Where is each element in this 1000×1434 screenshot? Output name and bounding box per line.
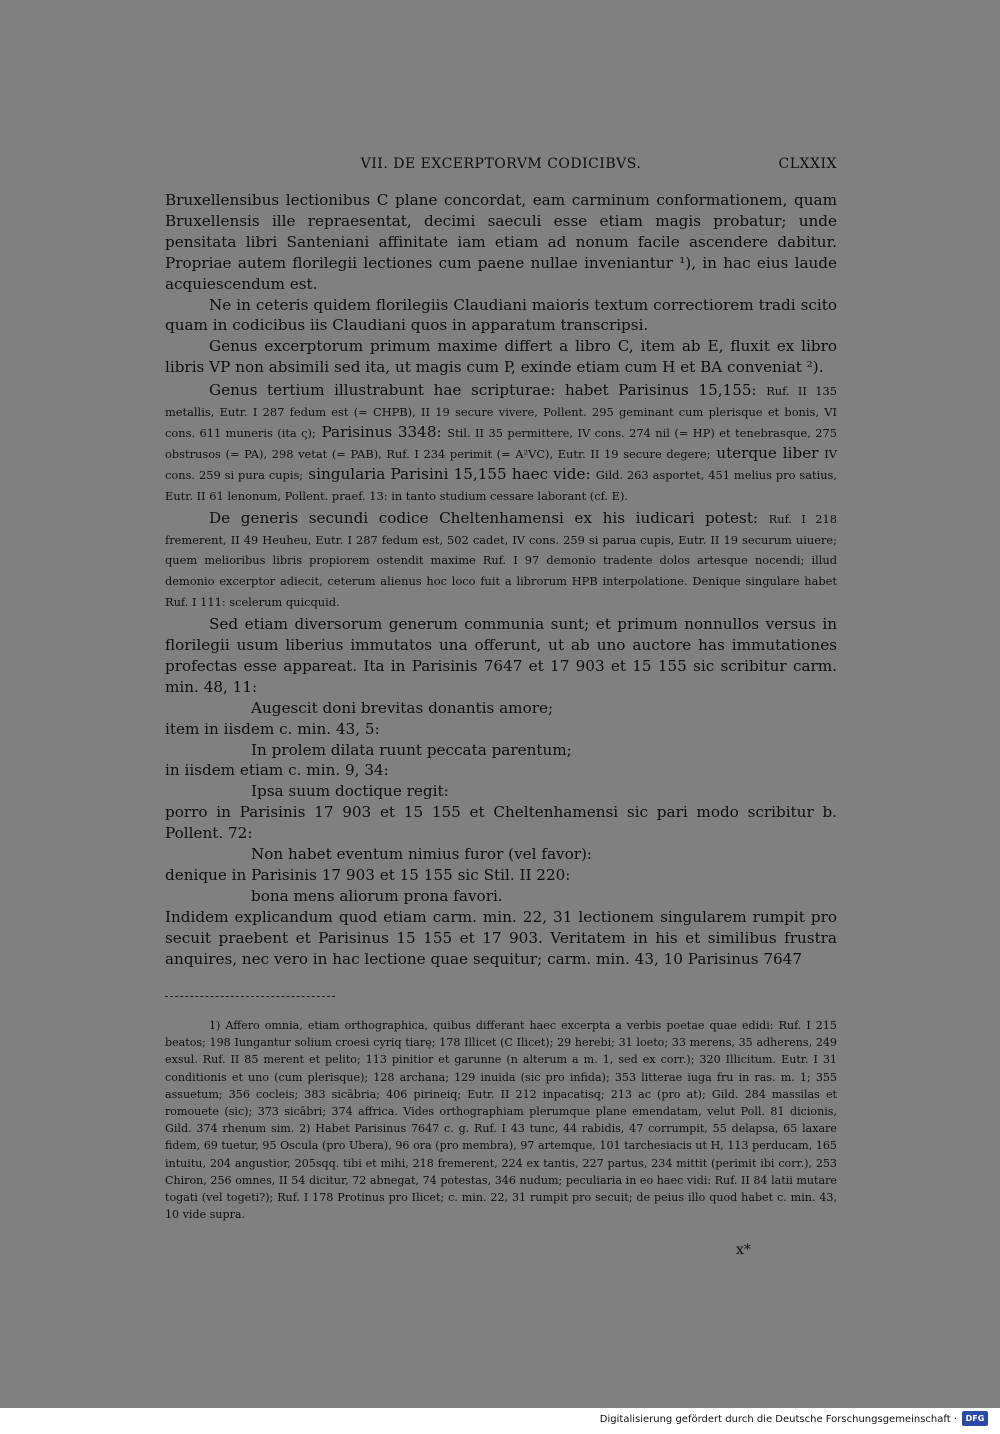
paragraph xyxy=(165,508,837,613)
page-number: CLXXIX xyxy=(778,156,837,172)
verse-quote: Augescit doni brevitas donantis amore; xyxy=(251,698,554,717)
verse-quote: Non habet eventum nimius furor (vel favor): xyxy=(251,845,593,864)
paragraph: Ne in ceteris quidem florilegiis Claudiani maioris textum correctiorem tradi scito quam in codicibus iis Claudiani quos in apparatum transcripsi. xyxy=(165,295,837,335)
verse-quote: In prolem dilata ruunt peccata parentum; xyxy=(251,740,572,759)
text-line: item in iisdem c. min. 43, 5: xyxy=(165,719,380,738)
paragraph-intro: De generis secundi codice Cheltenhamensi ex his iudicari potest: xyxy=(209,508,759,527)
running-header xyxy=(165,156,837,178)
text-line: denique in Parisinis 17 903 et 15 155 sic Stil. II 220: xyxy=(165,866,571,884)
variant-list: Ruf. I 218 fremerent, II 49 Heuheu, Eutr. I 287 fedum est, 502 cadet, IV cons. 259 si parua cupis, Eutr. II 19 securum uiuere; quem melioribus libris propiorem ostendit maxime Ruf. I 97 demonio tradente dolos artesque nocendi; illud demonio excerptor adiecit, ceterum alienus hoc loco fuit a librorum HPB interpolatione. Denique singulare habet Ruf. I 111: scelerum quicquid. xyxy=(165,511,838,610)
variant-list: Stil. II 35 permittere, IV cons. 274 nil (= HP) et tenebrasque, 275 obstrusos (= PA), 298 vetat (= PAB), Ruf. I 234 perimit (= A²VC), Eutr. II 19 secure degere; xyxy=(165,425,837,461)
signature-mark: x* xyxy=(736,1242,751,1258)
dfg-logo-icon: DFG xyxy=(962,1411,988,1426)
funding-credit: Digitalisierung gefördert durch die Deutsche Forschungsgemeinschaft · xyxy=(599,1414,957,1425)
footnotes xyxy=(165,1017,837,1223)
main-text xyxy=(165,190,837,970)
text-line: porro in Parisinis 17 903 et 15 155 et Cheltenhamensi sic pari modo scribitur b. Pollent. 72: xyxy=(165,803,837,843)
manuscript-name: Parisinus 3348: xyxy=(321,422,442,441)
text-line: Indidem explicandum quod etiam carm. min. 22, 31 lectionem singularem rumpit pro secuit praebent et Parisinus 15 155 et 17 903. Veritatem in his et similibus frustra anquires, nec vero in hac lectione quae sequitur; carm. min. 43, 10 Parisinus 7647 xyxy=(165,907,837,968)
paragraph-intro: Genus tertium illustrabunt hae scripturae: habet Parisinus 15,155: xyxy=(209,381,757,400)
chapter-title: VII. DE EXCERPTORVM CODICIBVS. xyxy=(360,156,642,172)
text-segment: singularia Parisini 15,155 haec vide: xyxy=(308,464,591,483)
paragraph: Sed etiam diversorum generum communia sunt; et primum nonnullos versus in florilegii usum liberius immutatos una offerunt, ut ab uno auctore has immutationes profectas esse appareat. Ita in Parisinis 7647 et 17 903 et 15 155 sic scribitur carm. min. 48, 11: xyxy=(165,615,837,696)
text-segment: uterque liber xyxy=(716,443,819,462)
verse-quote: Ipsa suum doctique regit: xyxy=(251,782,449,801)
footnote-text: 1) Affero omnia, etiam orthographica, quibus differant haec excerpta a verbis poetae quae edidi: Ruf. I 215 beatos; 198 Iungantur solium croesi cyriq tiarę; 178 Illicet (C Ilicet); 29 herebi; 31 loeto; 33 merens, 35 adherens, 249 exsul. Ruf. II 85 merent et pelito; 113 pinitior et garunne (n alterum a m. 1, sed ex corr.); 320 Illicitum. Eutr. I 31 conditionis et uno (cum plerisque); 128 archana; 129 inuida (sic pro infida); 353 litterae iuga fru in ras. m. 1; 355 assuetum; 356 cocleis; 383 sicābria; 406 pirineiq; Eutr. II 212 inpacatisq; 213 ac (pro at); Gild. 284 massilas et romouete (sic); 373 sicābri; 374 affrica. Vides orthographiam plerumque plane emendatam, velut Poll. 81 dicionis, Gild. 374 rhenum sim. 2) Habet Parisinus 7647 c. g. Ruf. I 43 tunc, 44 rabidis, 47 corrumpit, 55 delapsa, 65 laxare fidem, 69 tuetur, 95 Oscula (pro Ubera), 96 ora (pro membra), 97 artemque, 101 tarchesiacis ut H, 113 perducam, 165 intuitu, 204 angustior, 205sqq. tibi et mihi, 218 fremerent, 224 ex tantis, 227 partus, 234 mittit (perimit ibi corr.), 253 Chiron, 256 omnes, II 54 dicitur, 72 abnegat, 74 potestas, 346 nudum; peculiaria in eo haec vidi: Ruf. II 84 latii mutare togati (vel togeti?); Ruf. I 178 Protinus pro Ilicet; c. min. 22, 31 rumpit pro secuit; de peius illo quod habet c. min. 43, 10 vide supra. xyxy=(165,1019,837,1222)
paragraph: Bruxellensibus lectionibus C plane concordat, eam carminum conformationem, quam Bruxellensis ille repraesentat, decimi saeculi esse etiam magis probatur; unde pensitata libri Santeniani affinitate iam etiam ad nonum facile ascendere dabitur. Propriae autem florilegii lectiones cum paene nullae inveniantur ¹), in hac eius laude acquiescendum est. xyxy=(165,191,837,293)
paragraph xyxy=(165,380,837,505)
paragraph: Genus excerptorum primum maxime differt a libro C, item ab E, fluxit ex libro libris VP non absimili sed ita, ut magis cum P, exinde etiam cum H et BA conveniat ²). xyxy=(165,337,837,377)
text-line: in iisdem etiam c. min. 9, 34: xyxy=(165,761,389,780)
verse-quote: bona mens aliorum prona favori. xyxy=(251,886,503,905)
variant-list: IV cons. 259 si pura cupis; xyxy=(165,446,838,482)
variant-list: Ruf. II 135 metallis, Eutr. I 287 fedum est (= CHPB), II 19 secure vivere, Pollent. 295 geminant cum plerisque et bonis, VI cons. 611 muneris (ita ς); xyxy=(165,384,838,440)
footnote-divider xyxy=(165,996,335,997)
variant-list: Gild. 263 asportet, 451 melius pro satius, Eutr. II 61 lenonum, Pollent. praef. 13: in tanto studium cessare laborant (cf. E). xyxy=(165,467,838,503)
